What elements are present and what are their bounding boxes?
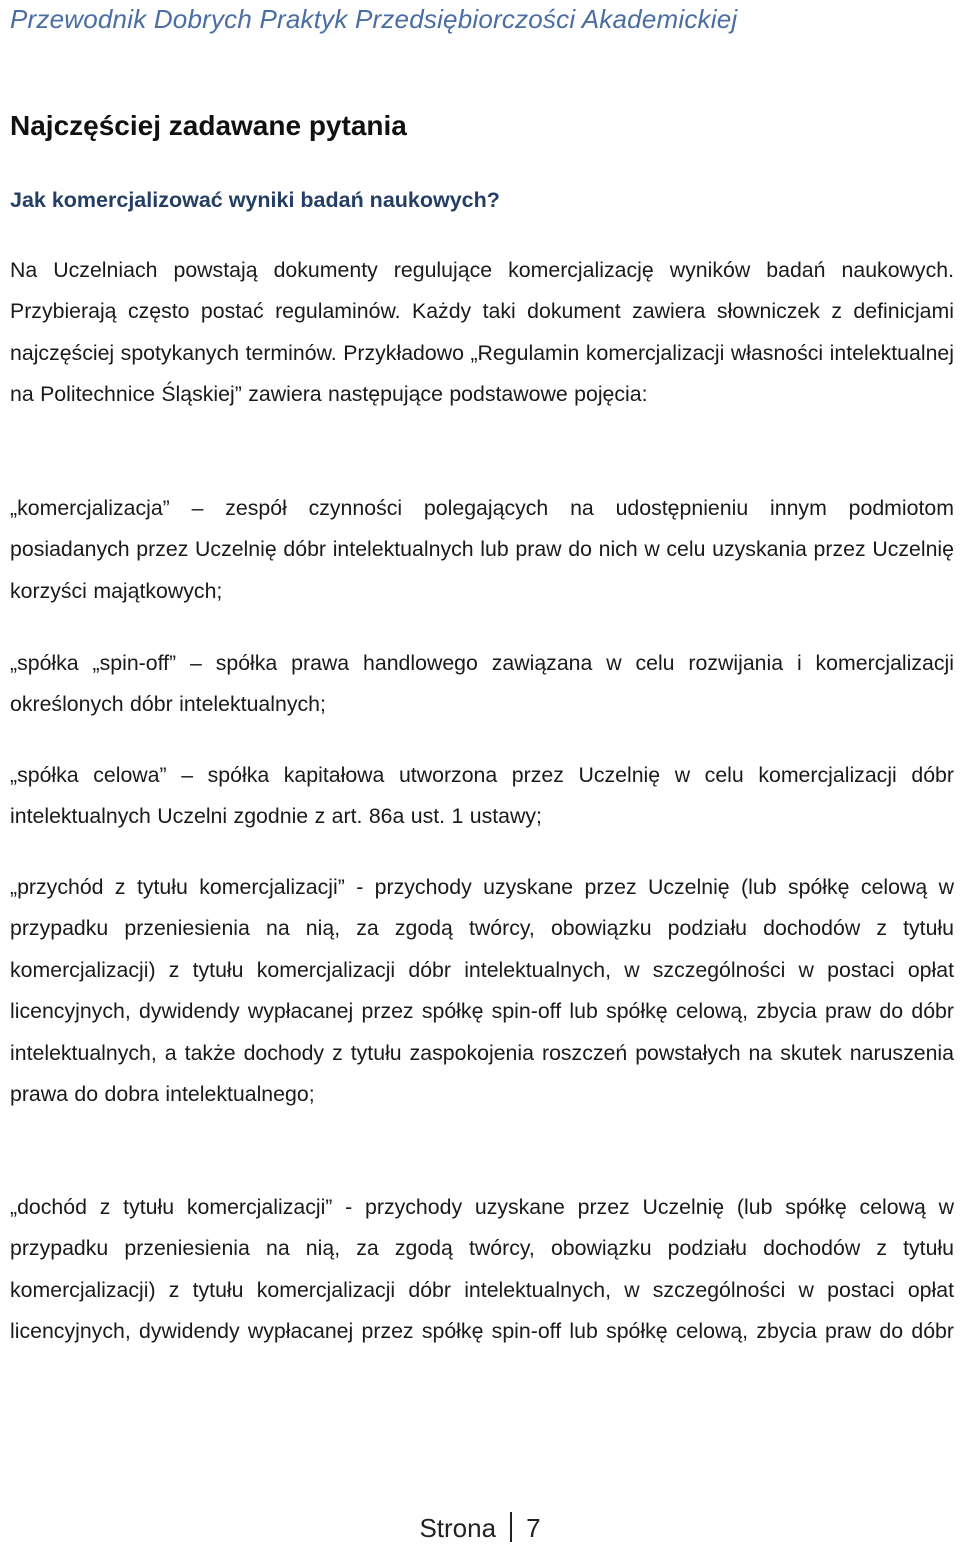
running-header: Przewodnik Dobrych Praktyk Przedsiębiorczości Akademickiej bbox=[10, 4, 738, 34]
definition-przychod: „przychód z tytułu komercjalizacji” - przychody uzyskane przez Uczelnię (lub spółkę celową w przypadku przeniesienia na nią, za zgodą twórcy, obowiązku podziału dochodów z tytułu komercjalizacji) z tytułu komercjalizacji dóbr intelektualnych, w szczególności w postaci opłat licencyjnych, dywidendy wypłacanej przez spółkę spin-off lub spółkę celową, zbycia praw do dóbr intelektualnych, a także dochody z tytułu zaspokojenia roszczeń powstałych na skutek naruszenia prawa do dobra intelektualnego; bbox=[10, 875, 954, 1107]
page-footer bbox=[0, 1508, 960, 1548]
question-heading: Jak komercjalizować wyniki badań naukowych? bbox=[10, 188, 500, 212]
section-heading: Najczęściej zadawane pytania bbox=[10, 110, 407, 141]
footer-divider bbox=[510, 1512, 512, 1542]
intro-paragraph: Na Uczelniach powstają dokumenty regulujące komercjalizację wyników badań naukowych. Przybierają często postać regulaminów. Każdy taki dokument zawiera słowniczek z definicjami najczęściej spotykanych terminów. Przykładowo „Regulamin komercjalizacji własności intelektualnej na Politechnice Śląskiej” zawiera następujące podstawowe pojęcia: bbox=[10, 258, 954, 407]
page-number: 7 bbox=[526, 1513, 541, 1543]
definition-komercjalizacja: „komercjalizacja” – zespół czynności polegających na udostępnieniu innym podmiotom posiadanych przez Uczelnię dóbr intelektualnych lub praw do nich w celu uzyskania przez Uczelnię korzyści majątkowych; bbox=[10, 496, 954, 603]
definition-spolka-spin-off: „spółka „spin-off” – spółka prawa handlowego zawiązana w celu rozwijania i komercjalizacji określonych dóbr intelektualnych; bbox=[10, 651, 954, 717]
definition-dochod: „dochód z tytułu komercjalizacji” - przychody uzyskane przez Uczelnię (lub spółkę celową w przypadku przeniesienia na nią, za zgodą twórcy, obowiązku podziału dochodów z tytułu komercjalizacji) z tytułu komercjalizacji dóbr intelektualnych, w szczególności w postaci opłat licencyjnych, dywidendy wypłacanej przez spółkę spin-off lub spółkę celową, zbycia praw do dóbr bbox=[10, 1195, 954, 1344]
definition-spolka-celowa: „spółka celowa” – spółka kapitałowa utworzona przez Uczelnię w celu komercjalizacji dóbr intelektualnych Uczelni zgodnie z art. 86a ust. 1 ustawy; bbox=[10, 763, 954, 829]
footer-label: Strona bbox=[419, 1513, 497, 1543]
